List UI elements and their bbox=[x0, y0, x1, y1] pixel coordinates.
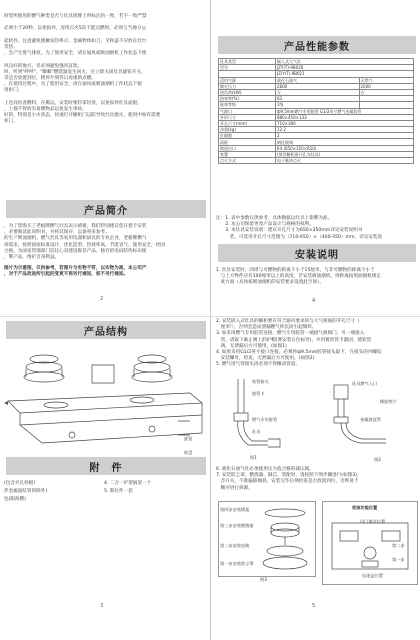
fig3-caption: 图3 bbox=[260, 577, 267, 582]
spec-table bbox=[218, 58, 414, 164]
spec-label: 灶具类型 bbox=[219, 59, 276, 65]
text-line: ，必要阅读此说明书，并将其保存，以备将来参考。 bbox=[4, 230, 110, 236]
fig2-caption: 图2 bbox=[374, 457, 381, 462]
p2-intro-text bbox=[4, 224, 208, 261]
p4-install-text bbox=[216, 268, 420, 287]
text-line: 等热。 bbox=[4, 45, 18, 51]
spec-value: ф9.5mm燃气专用胶管 G1/2英寸燃气金属软管 bbox=[276, 108, 414, 114]
fig1-caption: 图1 bbox=[250, 455, 257, 460]
spec-label: 适用气源 bbox=[219, 77, 276, 83]
text-line: 好的，特别是小火状态，快速打开橱柜门以防导致灶具熄火，使用中如有需要 bbox=[4, 113, 161, 119]
accessory-5: 5. 限位件一套 bbox=[104, 489, 133, 494]
spec-label: 能效等级 bbox=[219, 102, 276, 108]
page-3 bbox=[0, 317, 210, 640]
fig3-step1: 第一步安装防尘罩 bbox=[220, 561, 254, 566]
spec-label: 外形尺寸 bbox=[219, 114, 276, 120]
spec-label: 灶眼数 bbox=[219, 133, 276, 139]
p4-install-title: 安装说明 bbox=[218, 244, 416, 262]
text-line: 顺序进行拆卸。 bbox=[216, 485, 253, 491]
text-line: 厘米²），否则会造成泄漏燃气积沉而引起爆炸。 bbox=[216, 325, 317, 331]
accessory-3: 包(限海燃) bbox=[4, 497, 26, 502]
spec-value: 2 bbox=[276, 133, 414, 139]
spec-value: 左 bbox=[276, 89, 360, 95]
text-line: ，会产生废气排放，为了使用安全，请在通风或吸油烟机工作状态下使 bbox=[4, 51, 147, 57]
page-number-5: 5 bbox=[312, 603, 316, 609]
spec-value: JZ(Y/T)-9B021 bbox=[276, 71, 414, 77]
p5-mid-text bbox=[216, 467, 420, 492]
figure-1-hose bbox=[218, 373, 304, 453]
spec-value: 710×380 bbox=[276, 120, 414, 126]
text-line: 用柜门。 bbox=[4, 88, 23, 94]
text-line: 安装螺母，检查，无泄漏后方可使用。(如图2) bbox=[216, 356, 315, 362]
fig1-label-stove: 灶具 bbox=[252, 429, 261, 434]
text-line: 4. 如果采用G1/2英寸接口连接，必须将ф9.5mm胶管接头取下，在接头的内螺纹 bbox=[216, 350, 382, 356]
fold-line bbox=[210, 0, 211, 640]
spec-value: 1级 bbox=[276, 102, 360, 108]
fig3-step4: 第四步安装锅架 bbox=[220, 507, 250, 512]
spec-value: (推荐橱柜面开孔为灶具) bbox=[276, 151, 414, 157]
spec-label: 开孔尺寸(mm) bbox=[219, 120, 276, 126]
fig4-label-air-door: 风门调节位置 bbox=[360, 519, 386, 524]
accessory-4: 4. 二合一炉架锅架一个 bbox=[104, 481, 152, 486]
spec-value: 2800 bbox=[276, 83, 360, 89]
note-line: 装，可选用开孔尺寸范围为（710-650）×（400-350）mm，详见安装说 bbox=[216, 234, 383, 240]
spec-value: K4 (650×350×R10) bbox=[276, 145, 414, 151]
text-line: ，牌产品，维护自身利益。 bbox=[4, 255, 60, 261]
text-line: 风良好的地方，但必须避免强风直吹。 bbox=[4, 63, 83, 69]
page-number-3: 3 bbox=[100, 603, 104, 609]
spec-label: 型号 bbox=[219, 65, 276, 71]
p3-label-base: 底盘 bbox=[184, 450, 193, 455]
spec-value: JZY(T)-9B020 bbox=[276, 65, 414, 71]
spec-label: 热负荷(kW) bbox=[219, 89, 276, 95]
accessory-2: 伴金属波纹管的除外) bbox=[4, 489, 48, 494]
text-line: 1. 灶具安装时，四周与可燃物的距离不小于15厘米，与非可燃物的距离不小于 bbox=[216, 268, 375, 273]
p2-notice-text bbox=[4, 266, 208, 278]
p2-section-title: 产品简介 bbox=[6, 200, 206, 218]
p3-label-knob: 旋钮 bbox=[184, 436, 193, 441]
text-line: 等是否放置到位，稍停片刻待日再重新点燃。 bbox=[4, 76, 96, 82]
notice-line: 图片为示意图，仅供参考，若图片与实物不符，以实物为准，本公司产 bbox=[4, 266, 147, 271]
spec-value: 12.2 bbox=[276, 127, 414, 133]
text-line: ，上都不得放有易燃物品以免发生事故。 bbox=[4, 107, 87, 113]
note-line: 3. 本灶具安装说明：建议开孔尺寸为650×350mm详见安装说明书 bbox=[216, 228, 363, 234]
page-2 bbox=[0, 0, 210, 316]
figure-3-burner-assembly bbox=[258, 505, 312, 573]
text-line: 6. 液化石油气灶必须使用压力值合格的减压阀。 bbox=[216, 467, 314, 472]
spec-value: 2000 bbox=[359, 83, 413, 89]
text-line: 的生产吸油烟机、燃气灶具等家用电器和厨具的专业企业，老板牌燃气 bbox=[4, 236, 147, 242]
spec-label: 气源口 bbox=[219, 108, 276, 114]
text-line: 上也具检查燃料，在搬运、安装时要轻拿轻放，以免损坏灶具面板。 bbox=[4, 100, 142, 106]
fig2-label-inlet: 灶具燃气入口 bbox=[352, 381, 378, 386]
text-line: 起软件，注意避免使触发热率示，金属物体如刀、叉和盖不应放在灶台 bbox=[4, 38, 147, 44]
text-line: 场需求，按照国家标准设计、优化造型、热效率高、节能省气、使用安全，经国 bbox=[4, 242, 165, 248]
cooktop-exploded-diagram bbox=[2, 343, 208, 453]
text-line: 度方面（具体按吸油烟机的安装要求设置此空间）。 bbox=[216, 280, 324, 286]
text-line: 5. 燃气进气管接头因必须不得搬动管道。 bbox=[216, 362, 300, 368]
fig3-step2: 第二步安装电极 bbox=[220, 543, 250, 548]
text-line: ，为了您购买了老板牌燃气灶具表示感谢，我们特别建议您在着手安装 bbox=[4, 224, 147, 229]
page-number-2: 2 bbox=[100, 296, 104, 302]
figure-2-metal-pipe bbox=[316, 377, 416, 453]
fig2-label-gasket: 橡胶垫片 bbox=[380, 399, 397, 404]
spec-value: 880×450×133 bbox=[276, 114, 414, 120]
spec-value: 右 bbox=[359, 89, 413, 95]
note-line: 2. 本公司保留更改产品设计与规格的权利。 bbox=[216, 222, 314, 228]
spec-value: 电子脉冲点火 bbox=[276, 158, 414, 164]
text-line: 音开关，不准偏移倾斜。安装完毕后须检查是否放置到位，否则易于 bbox=[216, 479, 359, 485]
text-line: 时，听到"呼呼"、"噼噼"燃烧器发生回火，应立即关闭灶具旋钮开关， bbox=[4, 69, 146, 75]
spec-value: 天然气 bbox=[359, 77, 413, 83]
spec-label: 面板 bbox=[219, 139, 276, 145]
spec-label: 热效率(%) bbox=[219, 96, 276, 102]
text-line: 满，无泄漏后方可使用。(如图1) bbox=[216, 343, 287, 349]
fig3-step3: 第三步安装燃烧器 bbox=[220, 523, 254, 528]
fig1-label-hose-joint: 软管接头 bbox=[252, 379, 269, 384]
text-line: 7. 安装防尘罩、燃烧器、铜芯，装配时，请按照下图步骤进行(如图3)， bbox=[216, 473, 362, 479]
p3-section-title: 产品结构 bbox=[6, 321, 206, 339]
fig4-label-step1: 第一步 bbox=[392, 557, 405, 562]
text-line: 与上方物件应有100厘米以上的高度，若安装吸油烟机，则距离按照油烟机规定 bbox=[216, 274, 381, 280]
spec-label: 额定压力 bbox=[219, 83, 276, 89]
text-line: 合格。为国家管理部门信任心双建设推荐产品。独有的电码防伪标识使 bbox=[4, 248, 147, 254]
p2-top-text bbox=[4, 14, 208, 126]
fig1-label-gas-hose: 燃气专用胶管 bbox=[252, 417, 278, 422]
fig4-title: 底部功能位置 bbox=[352, 505, 378, 510]
note-line: 注：1. 表中参数仅供参考，具体数据以灶具上铭牌为准。 bbox=[216, 216, 333, 221]
accessory-1: (包含开孔样板) bbox=[4, 481, 36, 486]
fig1-label-clamp: 胶管卡 bbox=[252, 391, 265, 396]
text-line: 2. 安装嵌入式灶具的橱柜要有符合通风要求的与大气相通的开孔尺寸（ bbox=[216, 319, 360, 324]
spec-label: 点火方式 bbox=[219, 158, 276, 164]
text-line: 必须小于20秒，以免损坏，连续点火5次不能点燃时，必须与当地分公 bbox=[4, 26, 146, 32]
p5-top-text bbox=[216, 319, 420, 369]
text-line: 时您所使用的燃气种类是否与灶具铭牌上所标注的一致，若不一致严禁 bbox=[4, 14, 147, 19]
page-4 bbox=[212, 0, 420, 316]
fig2-label-metal-hose: 金属波纹管 bbox=[360, 417, 381, 422]
text-line: 柜门。 bbox=[4, 119, 18, 125]
fig4-label-step2: 第二步 bbox=[392, 543, 405, 548]
notice-line: ，对于产品改进所引起的变更不再另行通知，恕不另行通知。 bbox=[4, 272, 129, 278]
spec-label: 装置 bbox=[219, 151, 276, 157]
fig4-label-battery: 电池盒位置 bbox=[362, 573, 383, 578]
text-line: 3. 如采用燃气专用胶管连接，燃气专用胶管一端接气源阀门，另一端接入 bbox=[216, 331, 365, 337]
spec-value: 液化石油气 bbox=[276, 77, 360, 83]
spec-label: 净重(kg) bbox=[219, 127, 276, 133]
page-5 bbox=[212, 317, 420, 640]
page-number-4: 4 bbox=[312, 298, 316, 304]
p4-notes bbox=[216, 216, 420, 241]
spec-value: 嵌入式大气灶 bbox=[276, 59, 414, 65]
spec-value: 63 bbox=[276, 96, 360, 102]
spec-row bbox=[219, 158, 414, 164]
text-line: 管，请取下截止阀上的护帽(要安装在色标处)，并用镀丝管卡紧固，使软管 bbox=[216, 337, 372, 343]
spec-value: 钢化玻璃 bbox=[276, 139, 414, 145]
spec-label: 烟道出口 bbox=[219, 145, 276, 151]
text-line: ，在使用过程中，为了使用安全，请在通风或吸油烟机工作状态下使 bbox=[4, 82, 142, 88]
p3-accessories-title: 附 件 bbox=[6, 457, 206, 475]
p4-section-title: 产品性能参数 bbox=[218, 36, 416, 54]
